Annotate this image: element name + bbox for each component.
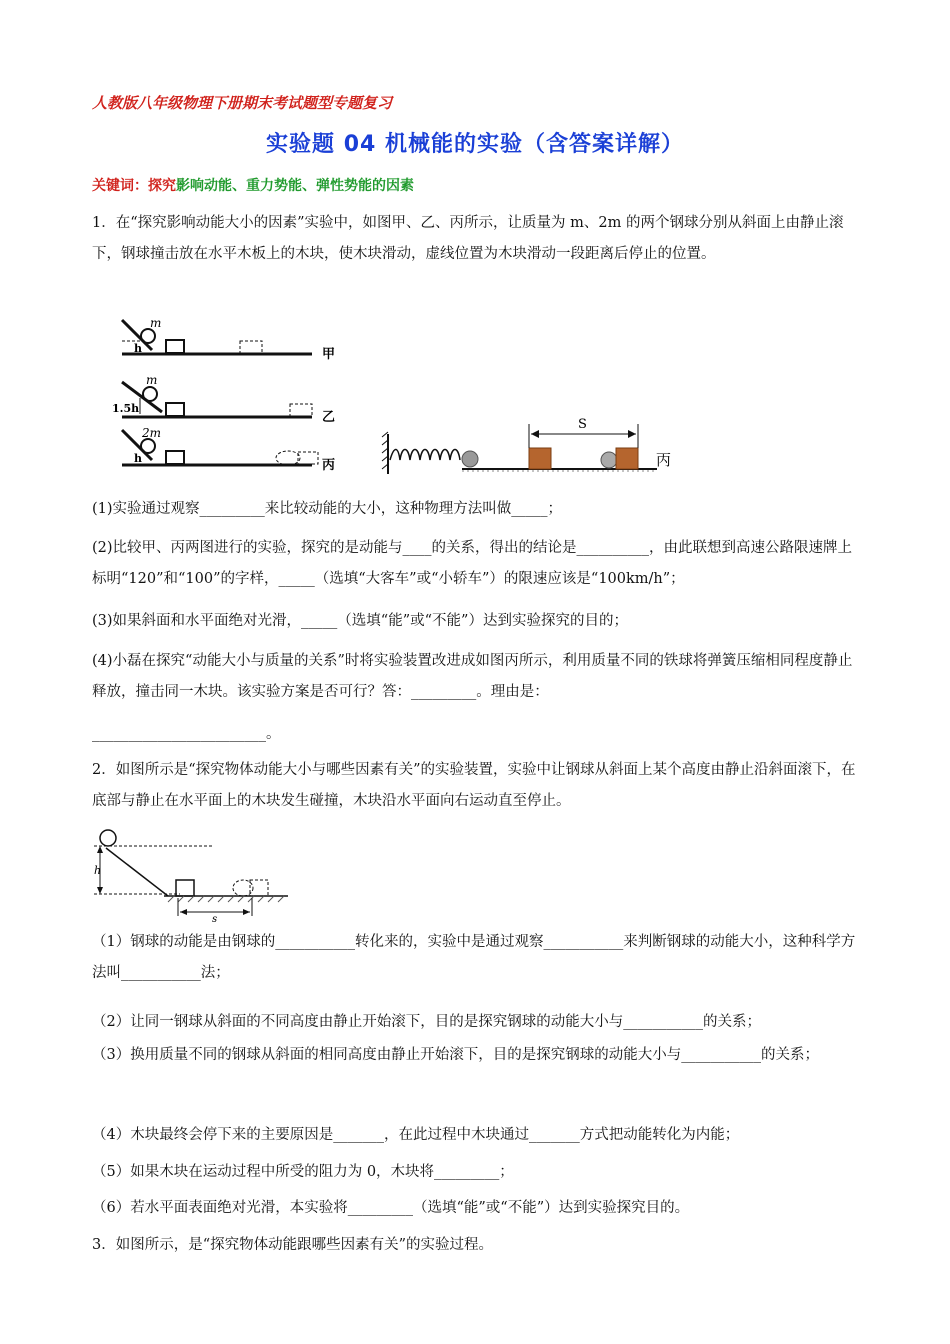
q2-part1: （1）钢球的动能是由钢球的___________转化来的，实验中是通过观察___________来判断钢球的动能大小，这种科学方法叫___________法； [92,934,856,981]
label-h: h [134,342,142,355]
q1-intro: 1．在“探究影响动能大小的因素”实验中，如图甲、乙、丙所示，让质量为 m、2m 的两个钢球分别从斜面上由静止滚下，钢球撞击放在水平木板上的木块，使木块滑动，虚线位置为木块滑动一段距离后停止的位置。 [92,215,844,262]
label-m: m [150,316,162,330]
q2-part5: （5）如果木块在运动过程中所受的阻力为 0，木块将_________； [92,1164,514,1180]
q1-part2: (2)比较甲、丙两图进行的实验，探究的是动能与____的关系，得出的结论是__________，由此联想到高速公路限速牌上标明“120”和“100”的字样，_____（选填“大客车”或“小轿车”）的限速应该是“100km/h”； [92,540,853,587]
figure-yi [112,373,335,425]
label-h: h [94,864,102,877]
q2-intro: 2．如图所示是“探究物体动能大小与哪些因素有关”的实验装置，实验中让钢球从斜面上某个高度由静止沿斜面滚下，在底部与静止在水平面上的木块发生碰撞，木块沿水平面向右运动直至停止。 [92,762,856,809]
figure-bing [122,426,335,473]
label-m: m [146,373,158,387]
label-bing: 丙 [322,458,336,473]
keywords-text: 影响动能、重力势能、弹性势能的因素 [176,178,414,194]
label-2m: 2m [142,426,162,440]
label-bing2: 丙 [656,451,672,469]
q2-figure [92,826,292,922]
label-s: S [578,417,587,432]
label-h: h [134,452,142,465]
q2-part2: （2）让同一钢球从斜面的不同高度由静止开始滚下，目的是探究钢球的动能大小与___________的关系； [92,1014,761,1030]
q1-part4: (4)小磊在探究“动能大小与质量的关系”时将实验装置改进成如图丙所示，利用质量不同的铁球将弹簧压缩相同程度静止释放，撞击同一木块。该实验方案是否可行？答：_________。理由是： [92,653,853,700]
series-subtitle: 人教版八年级物理下册期末考试题型专题复习 [92,94,393,112]
q2-part6: （6）若水平面表面绝对光滑，本实验将_________（选填“能”或“不能”）达到实验探究目的。 [92,1200,690,1216]
q3-intro: 3．如图所示，是“探究物体动能跟哪些因素有关”的实验过程。 [92,1237,494,1253]
q1-part1: (1)实验通过观察_________来比较动能的大小，这种物理方法叫做_____； [92,501,563,517]
q2-part3: （3）换用质量不同的钢球从斜面的相同高度由静止开始滚下，目的是探究钢球的动能大小与___________的关系； [92,1047,819,1063]
q1-part4-answer: ________________________。 [92,726,281,742]
label-s: s [212,914,218,922]
label-h15: 1.5h [112,402,140,415]
figure-jia [122,316,335,362]
q1-part3: (3)如果斜面和水平面绝对光滑，_____（选填“能”或“不能”）达到实验探究的目的； [92,613,628,629]
q2-part4: （4）木块最终会停下来的主要原因是_______，在此过程中木块通过_______方式把动能转化为内能； [92,1127,740,1143]
label-yi: 乙 [322,410,336,425]
q1-figure [112,314,692,474]
label-jia: 甲 [322,347,336,362]
keywords [92,175,414,195]
keywords-label: 关键词：探究 [92,178,176,194]
page-title: 实验题 04 机械能的实验（含答案详解） [266,132,684,157]
figure-spring [382,417,671,474]
